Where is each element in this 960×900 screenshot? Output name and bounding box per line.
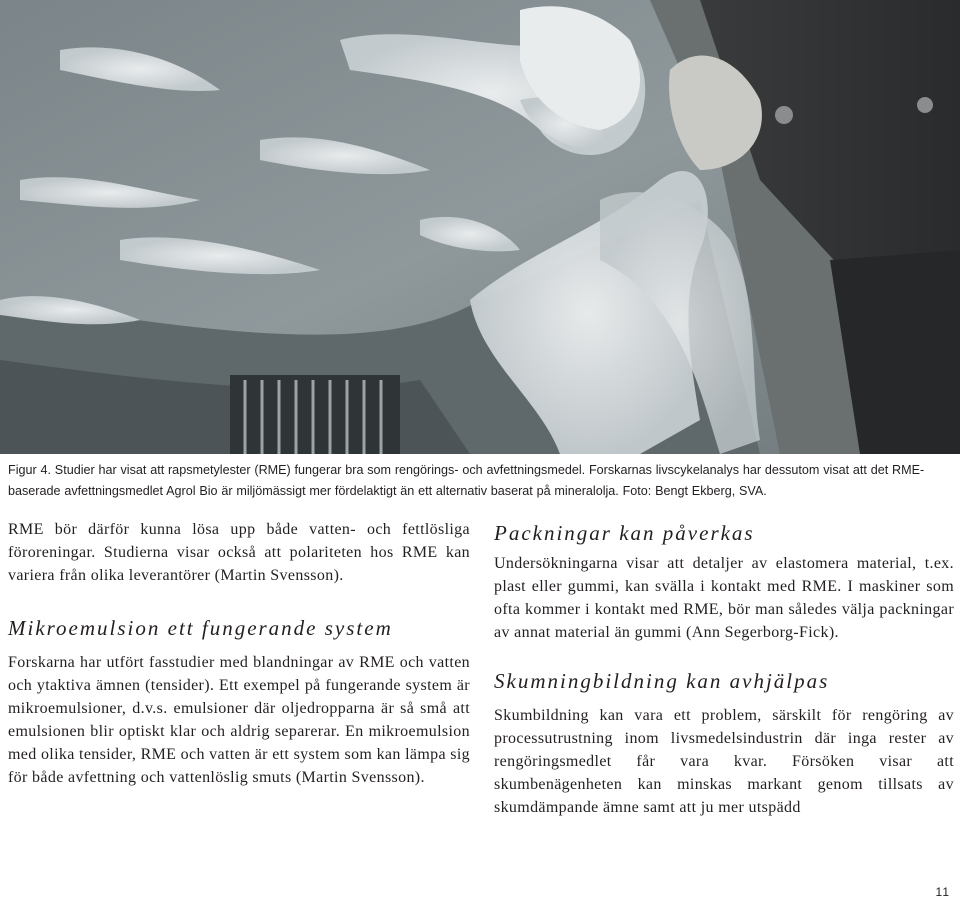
section-heading-packningar: Packningar kan påverkas: [494, 521, 755, 545]
intro-paragraph: RME bör därför kunna lösa upp både vatten- och fettlösliga föroreningar. Studierna visar också att polariteten hos RME kan variera från olika leverantörer (Martin Svensson).: [8, 521, 470, 584]
mikroemulsion-paragraph: Forskarna har utfört fasstudier med blandningar av RME och vatten och ytaktiva ämnen (tensider). Ett exempel på fungerande system är mikroemulsioner, d.v.s. emulsioner där oljedropparna är så små att emulsionen blir optiskt klar och aldrig separerar. En mikroemulsion med olika tensider, RME och vatten är ett system som kan lämpa sig för både avfettning och vattenlöslig smuts (Martin Svensson).: [8, 654, 470, 786]
page-number: 11: [935, 885, 950, 899]
section-heading-mikroemulsion: Mikroemulsion ett fungerande system: [8, 616, 393, 640]
packningar-paragraph: Undersökningarna visar att detaljer av elastomera material, t.ex. plast eller gummi, kan svälla i kontakt med RME. I maskiner som ofta kommer i kontakt med RME, bör man således välja packningar av annat material än gummi (Ann Segerborg-Fick).: [494, 555, 954, 641]
left-column: [8, 518, 470, 789]
skumningbildning-paragraph: Skumbildning kan vara ett problem, särskilt för rengöring av processutrustning inom livsmedelsindustrin där inga rester av rengöringsmedlet får vara kvar. Försöken visar att skumbenägenheten kan minskas markant genom tillsats av skumdämpande ämne samt att ju mer utspädd: [494, 707, 954, 816]
figure-caption: Figur 4. Studier har visat att rapsmetylester (RME) fungerar bra som rengörings- och avfettningsmedel. Forskarnas livscykelanalys har dessutom visat att det RME-baserade avfettningsmedlet Agrol Bio är miljömässigt mer fördelaktigt än ett alternativ baserat på mineralolja. Foto: Bengt Ekberg, SVA.: [8, 463, 925, 498]
grille: [230, 375, 400, 454]
right-column: [494, 518, 954, 819]
section-heading-skumningbildning: Skumningbildning kan avhjälpas: [494, 669, 830, 693]
